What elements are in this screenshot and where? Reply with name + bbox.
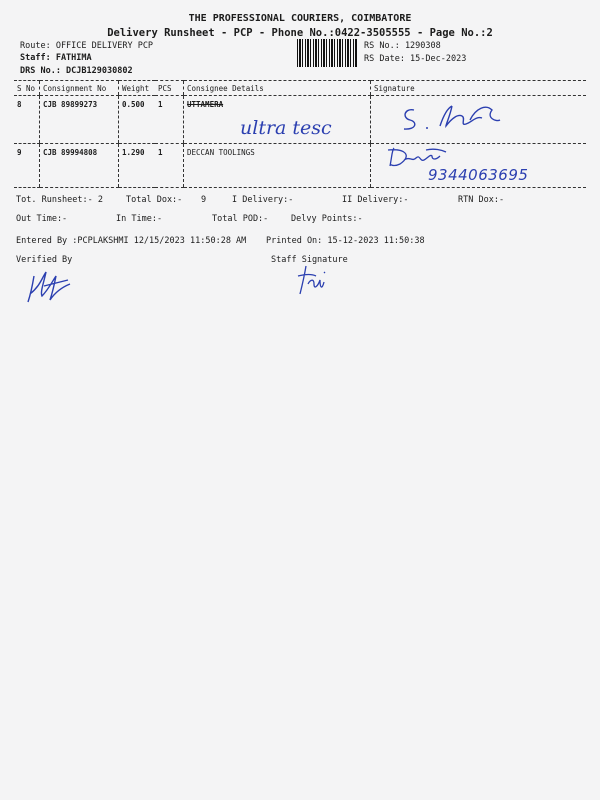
consignee-name: UTTAMERA [187, 100, 224, 109]
verified-by-label: Verified By [16, 255, 73, 265]
out-time: Out Time:- [16, 214, 68, 224]
company-title: THE PROFESSIONAL COURIERS, COIMBATORE [188, 13, 412, 24]
tot-runsheet: Tot. Runsheet:- 2 [16, 195, 103, 205]
row-consignment: CJB 89994808 [40, 144, 119, 188]
drs-number: DRS No.: DCJB129030802 [20, 66, 133, 76]
col-consignment: Consignment No [40, 81, 119, 96]
row-weight: 1.290 [119, 144, 156, 188]
row-pcs: 1 [155, 144, 184, 188]
rs-number: RS No.: 1290308 [364, 41, 441, 51]
staff-label: Staff: FATHIMA [20, 53, 92, 63]
row-pcs: 1 [155, 96, 184, 144]
row-weight: 0.500 [119, 96, 156, 144]
ii-delivery: II Delivery:- [342, 195, 409, 205]
in-time: In Time:- [116, 214, 163, 224]
handwritten-consignee-note: ultra tesc [240, 117, 332, 139]
printed-on: Printed On: 15-12-2023 11:50:38 [266, 236, 425, 246]
total-dox-value: 9 [201, 195, 207, 205]
consignee-name: DECCAN TOOLINGS [187, 148, 255, 157]
runsheet-subtitle: Delivery Runsheet - PCP - Phone No.:0422-3505555 - Page No.:2 [107, 27, 493, 39]
col-consignee: Consignee Details [184, 81, 371, 96]
i-delivery: I Delivery:- [232, 195, 294, 205]
total-pod: Total POD:- [212, 214, 269, 224]
table-header-row [14, 81, 586, 96]
verifier-signature [26, 266, 72, 306]
col-weight: Weight [119, 81, 156, 96]
row-sno: 8 [14, 96, 40, 144]
col-pcs: PCS [155, 81, 184, 96]
staff-signature-label: Staff Signature [271, 255, 348, 265]
row-consignee [184, 144, 371, 188]
delvy-points: Delvy Points:- [291, 214, 363, 224]
signature-row-8 [396, 96, 506, 138]
entered-by: Entered By :PCPLAKSHMI 12/15/2023 11:50:28 AM [16, 236, 247, 246]
route-label: Route: OFFICE DELIVERY PCP [20, 41, 154, 51]
barcode [297, 39, 357, 67]
staff-signature-mark [296, 262, 330, 296]
col-sno: S No [14, 81, 40, 96]
rtn-dox: RTN Dox:- [458, 195, 505, 205]
total-dox-label: Total Dox:- [126, 195, 183, 205]
col-signature: Signature [371, 81, 587, 96]
handwritten-phone: 9344063695 [428, 166, 529, 184]
row-consignment: CJB 89899273 [40, 96, 119, 144]
rs-date: RS Date: 15-Dec-2023 [364, 54, 467, 64]
row-sno: 9 [14, 144, 40, 188]
